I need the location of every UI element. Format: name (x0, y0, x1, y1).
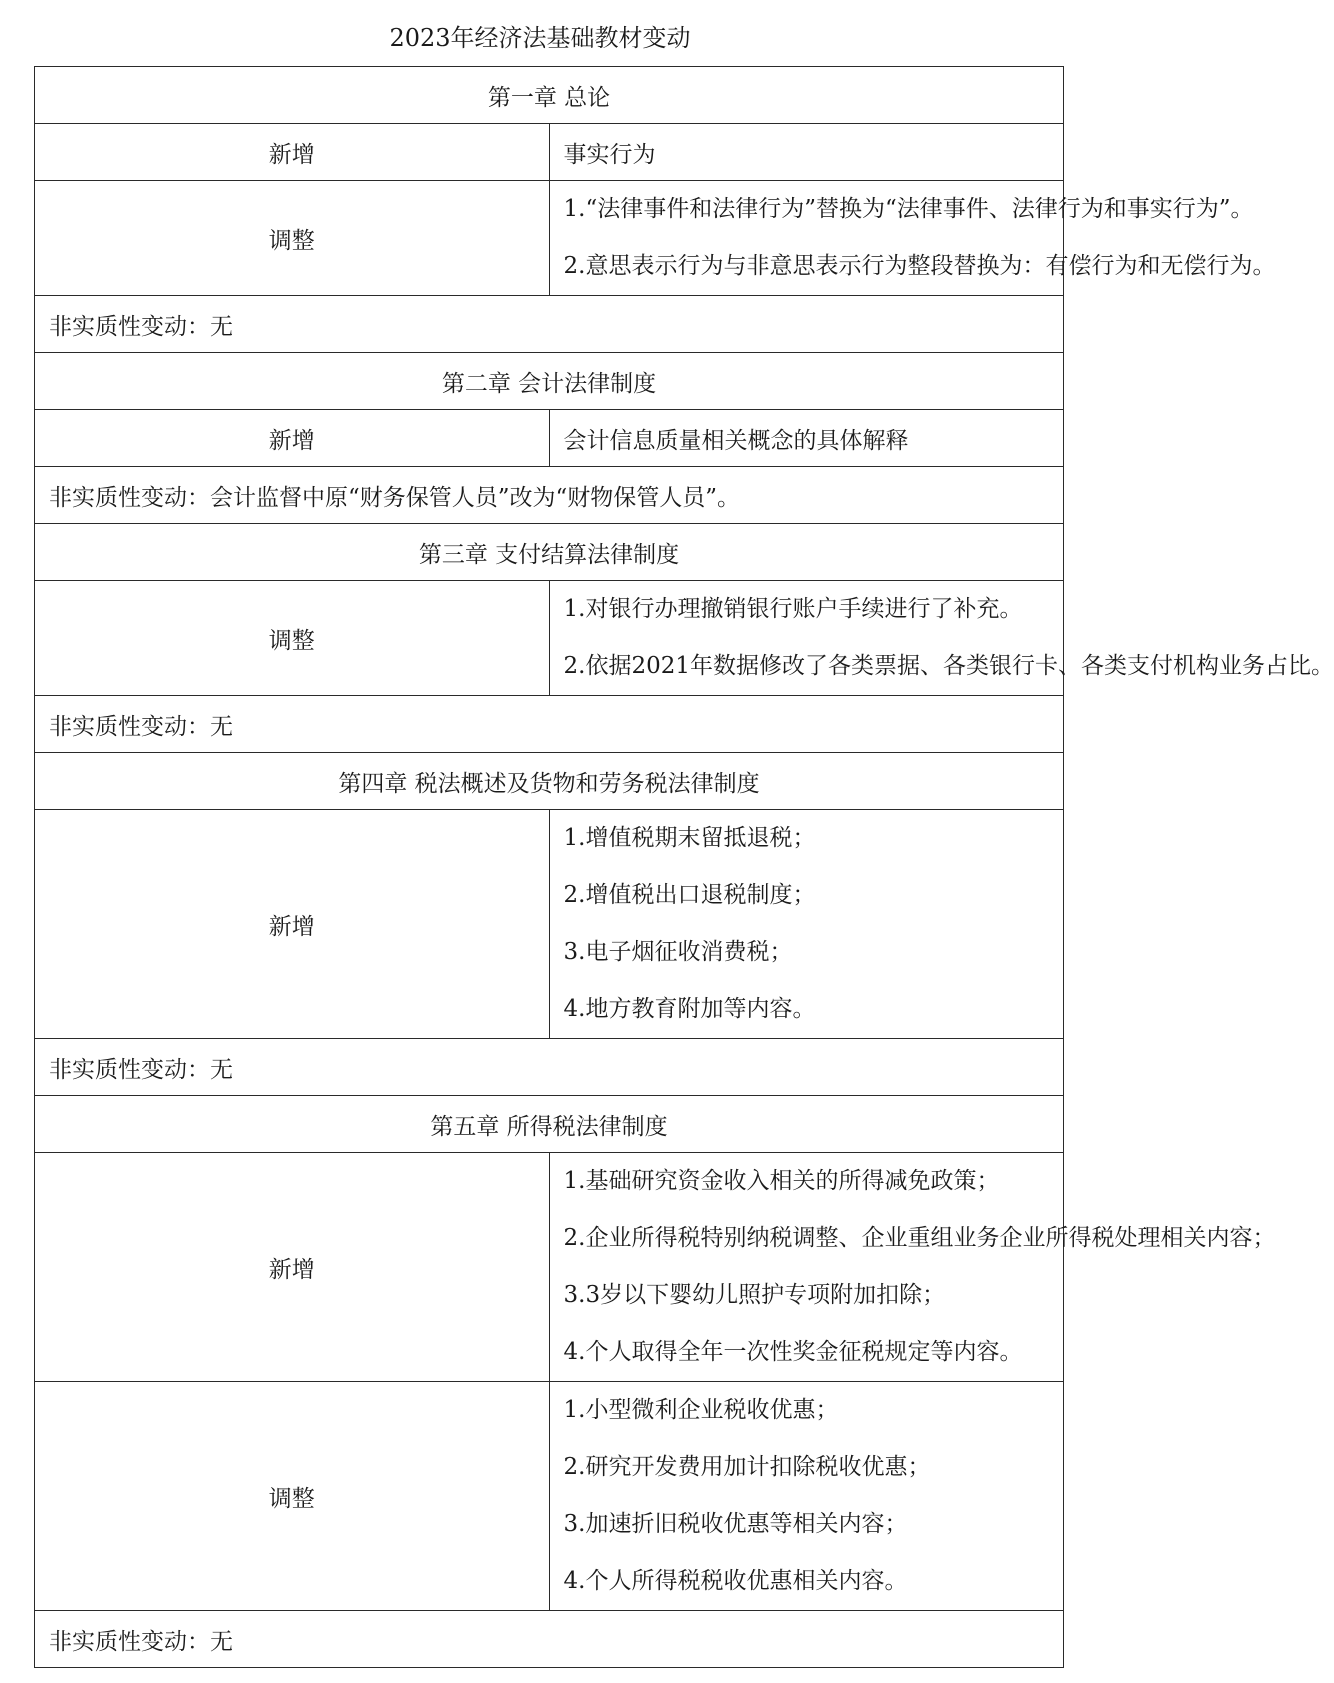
chapter-3-non-substantive-row (35, 696, 1064, 753)
adjusted-label: 调整 (35, 181, 550, 296)
chapter-4-heading-row (35, 753, 1064, 810)
chapter-heading: 第一章 总论 (35, 67, 1064, 124)
added-item: 1.基础研究资金收入相关的所得减免政策； (563, 1168, 1000, 1194)
chapter-heading: 第三章 支付结算法律制度 (35, 524, 1064, 581)
non-substantive-note: 非实质性变动：无 (35, 1611, 1064, 1668)
added-item: 事实行为 (549, 124, 1064, 181)
adjusted-item: 3.加速折旧税收优惠等相关内容； (563, 1511, 908, 1537)
adjusted-item: 2.意思表示行为与非意思表示行为整段替换为：有偿行为和无偿行为。 (563, 253, 1276, 279)
chapter-2-added-row (35, 410, 1064, 467)
chapter-4-added-row (35, 810, 1064, 1039)
adjusted-label: 调整 (35, 581, 550, 696)
chapter-1-non-substantive-row (35, 296, 1064, 353)
added-items (549, 810, 1064, 1039)
non-substantive-note: 非实质性变动：无 (35, 296, 1064, 353)
chapter-5-added-row (35, 1153, 1064, 1382)
added-label: 新增 (35, 410, 550, 467)
added-items (549, 1153, 1276, 1382)
adjusted-item: 2.研究开发费用加计扣除税收优惠； (563, 1454, 931, 1480)
non-substantive-note: 非实质性变动：会计监督中原“财务保管人员”改为“财物保管人员”。 (35, 467, 1064, 524)
chapter-heading: 第四章 税法概述及货物和劳务税法律制度 (35, 753, 1064, 810)
adjusted-items (549, 581, 1334, 696)
added-label: 新增 (35, 810, 550, 1039)
chapter-1-heading-row (35, 67, 1064, 124)
added-item: 2.企业所得税特别纳税调整、企业重组业务企业所得税处理相关内容； (563, 1225, 1276, 1251)
added-item: 3.电子烟征收消费税； (563, 939, 793, 965)
added-label: 新增 (35, 124, 550, 181)
added-label: 新增 (35, 1153, 550, 1382)
chapter-5-non-substantive-row (35, 1611, 1064, 1668)
added-item: 4.地方教育附加等内容。 (563, 996, 816, 1022)
adjusted-items (549, 1382, 1064, 1611)
chapter-heading: 第二章 会计法律制度 (35, 353, 1064, 410)
adjusted-label: 调整 (35, 1382, 550, 1611)
non-substantive-note: 非实质性变动：无 (35, 696, 1064, 753)
chapter-3-adjusted-row (35, 581, 1064, 696)
added-item: 2.增值税出口退税制度； (563, 882, 816, 908)
adjusted-item: 1.“法律事件和法律行为”替换为“法律事件、法律行为和事实行为”。 (563, 196, 1254, 222)
added-item: 1.增值税期末留抵退税； (563, 825, 816, 851)
chapter-1-adjusted-row (35, 181, 1064, 296)
changes-table (34, 66, 1334, 1668)
added-item: 4.个人取得全年一次性奖金征税规定等内容。 (563, 1339, 1023, 1365)
adjusted-item: 1.小型微利企业税收优惠； (563, 1397, 839, 1423)
adjusted-item: 2.依据2021年数据修改了各类票据、各类银行卡、各类支付机构业务占比。 (563, 653, 1334, 679)
chapter-5-heading-row (35, 1096, 1064, 1153)
adjusted-item: 1.对银行办理撤销银行账户手续进行了补充。 (563, 596, 1023, 622)
adjusted-item: 4.个人所得税税收优惠相关内容。 (563, 1568, 908, 1594)
chapter-3-heading-row (35, 524, 1064, 581)
chapter-2-heading-row (35, 353, 1064, 410)
chapter-1-added-row (35, 124, 1064, 181)
added-item: 3.3岁以下婴幼儿照护专项附加扣除； (563, 1282, 946, 1308)
adjusted-items (549, 181, 1276, 296)
document-title: 2023年经济法基础教材变动 (389, 24, 691, 52)
chapter-heading: 第五章 所得税法律制度 (35, 1096, 1064, 1153)
non-substantive-note: 非实质性变动：无 (35, 1039, 1064, 1096)
chapter-4-non-substantive-row (35, 1039, 1064, 1096)
chapter-5-adjusted-row (35, 1382, 1064, 1611)
added-item: 会计信息质量相关概念的具体解释 (549, 410, 1064, 467)
chapter-2-non-substantive-row (35, 467, 1064, 524)
